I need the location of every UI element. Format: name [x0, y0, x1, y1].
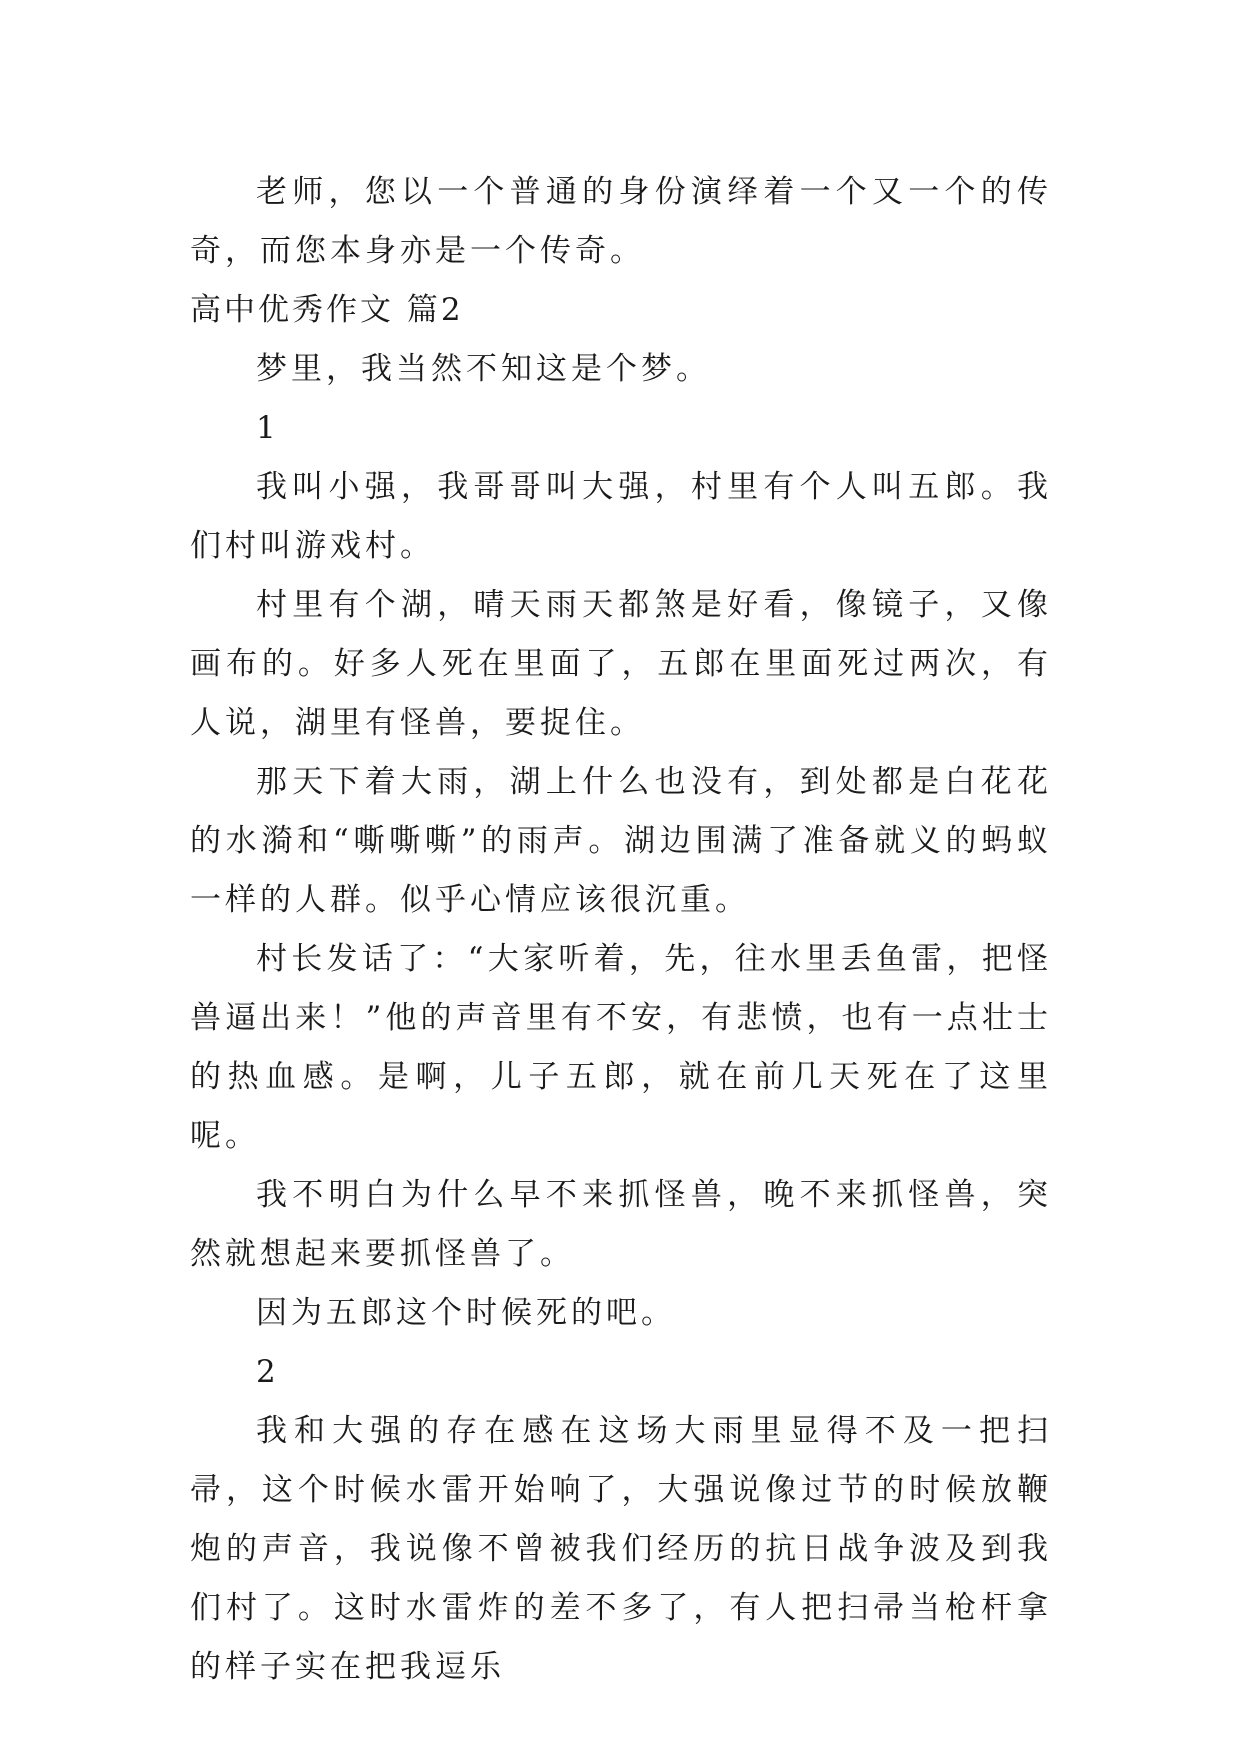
paragraph: 我和大强的存在感在这场大雨里显得不及一把扫帚，这个时候水雷开始响了，大强说像过节的时候放鞭炮的声音，我说像不曾被我们经历的抗日战争波及到我们村了。这时水雷炸的差不多了，有人把扫帚当枪杆拿的样子实在把我逗乐	[190, 1413, 1052, 1685]
paragraph: 老师，您以一个普通的身份演绎着一个又一个的传奇，而您本身亦是一个传奇。	[190, 174, 1052, 269]
section-number: 2	[256, 1354, 280, 1390]
paragraph: 我不明白为什么早不来抓怪兽，晚不来抓怪兽，突然就想起来要抓怪兽了。	[190, 1177, 1052, 1272]
paragraph: 我叫小强，我哥哥叫大强，村里有个人叫五郎。我们村叫游戏村。	[190, 469, 1052, 564]
paragraph: 因为五郎这个时候死的吧。	[256, 1295, 676, 1331]
paragraph: 那天下着大雨，湖上什么也没有，到处都是白花花的水漪和“嘶嘶嘶”的雨声。湖边围满了准备就义的蚂蚁一样的人群。似乎心情应该很沉重。	[190, 764, 1052, 918]
paragraph: 村长发话了：“大家听着，先，往水里丢鱼雷，把怪兽逼出来！”他的声音里有不安，有悲愤，也有一点壮士的热血感。是啊，儿子五郎，就在前几天死在了这里呢。	[190, 941, 1052, 1154]
paragraph: 梦里，我当然不知这是个梦。	[256, 351, 711, 387]
section-number: 1	[256, 410, 280, 446]
document-body	[190, 163, 1052, 1697]
paragraph: 村里有个湖，晴天雨天都煞是好看，像镜子，又像画布的。好多人死在里面了，五郎在里面死过两次，有人说，湖里有怪兽，要捉住。	[190, 587, 1052, 741]
section-heading: 高中优秀作文 篇2	[190, 292, 464, 328]
